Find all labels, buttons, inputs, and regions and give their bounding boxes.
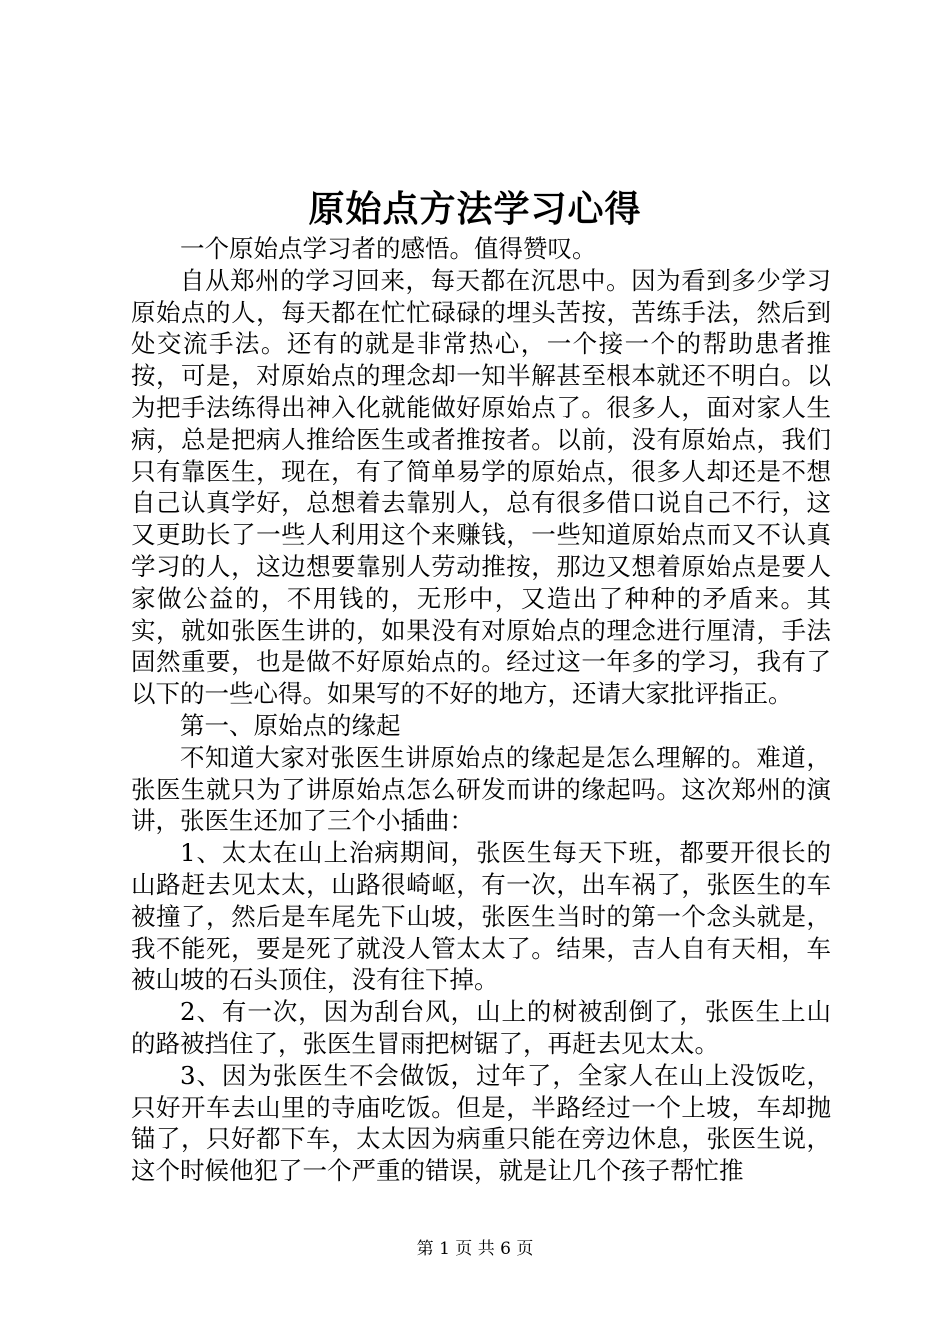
section-paragraph: 不知道大家对张医生讲原始点的缘起是怎么理解的。难道，张医生就只为了讲原始点怎么研发而讲的缘起吗。这次郑州的演讲，张医生还加了三个小插曲： xyxy=(131,742,831,836)
list-item: 1、太太在山上治病期间，张医生每天下班，都要开很长的山路赶去见太太，山路很崎岖，有一次，出车祸了，张医生的车被撞了，然后是车尾先下山坡，张医生当时的第一个念头就是，我不能死，要是死了就没人管太太了。结果，吉人自有天相，车被山坡的石头顶住，没有往下掉。 xyxy=(131,838,831,995)
section-heading: 第一、原始点的缘起 xyxy=(180,710,401,740)
list-item: 3、因为张医生不会做饭，过年了，全家人在山上没饭吃，只好开车去山里的寺庙吃饭。但是，半路经过一个上坡，车却抛锚了，只好都下车，太太因为病重只能在旁边休息，张医生说，这个时候他犯了一个严重的错误，就是让几个孩子帮忙推 xyxy=(131,1060,831,1186)
list-item: 2、有一次，因为刮台风，山上的树被刮倒了，张医生上山的路被挡住了，张医生冒雨把树锯了，再赶去见太太。 xyxy=(131,997,831,1058)
intro-paragraph: 一个原始点学习者的感悟。值得赞叹。 xyxy=(180,234,597,263)
page-footer: 第 1 页 共 6 页 xyxy=(416,1239,534,1259)
document-body xyxy=(131,233,831,1187)
main-paragraph: 自从郑州的学习回来，每天都在沉思中。因为看到多少学习原始点的人，每天都在忙忙碌碌的埋头苦按，苦练手法，然后到处交流手法。还有的就是非常热心，一个接一个的帮助患者推按，可是，对原始点的理念却一知半解甚至根本就还不明白。以为把手法练得出神入化就能做好原始点了。很多人，面对家人生病，总是把病人推给医生或者推按者。以前，没有原始点，我们只有靠医生，现在，有了简单易学的原始点，很多人却还是不想自己认真学好，总想着去靠别人，总有很多借口说自己不行，这又更助长了一些人利用这个来赚钱，一些知道原始点而又不认真学习的人，这边想要靠别人劳动推按，那边又想着原始点是要人家做公益的，不用钱的，无形中，又造出了种种的矛盾来。其实，就如张医生讲的，如果没有对原始点的理念进行厘清，手法固然重要，也是做不好原始点的。经过这一年多的学习，我有了以下的一些心得。如果写的不好的地方，还请大家批评指正。 xyxy=(131,265,831,709)
document-title: 原始点方法学习心得 xyxy=(308,188,642,230)
